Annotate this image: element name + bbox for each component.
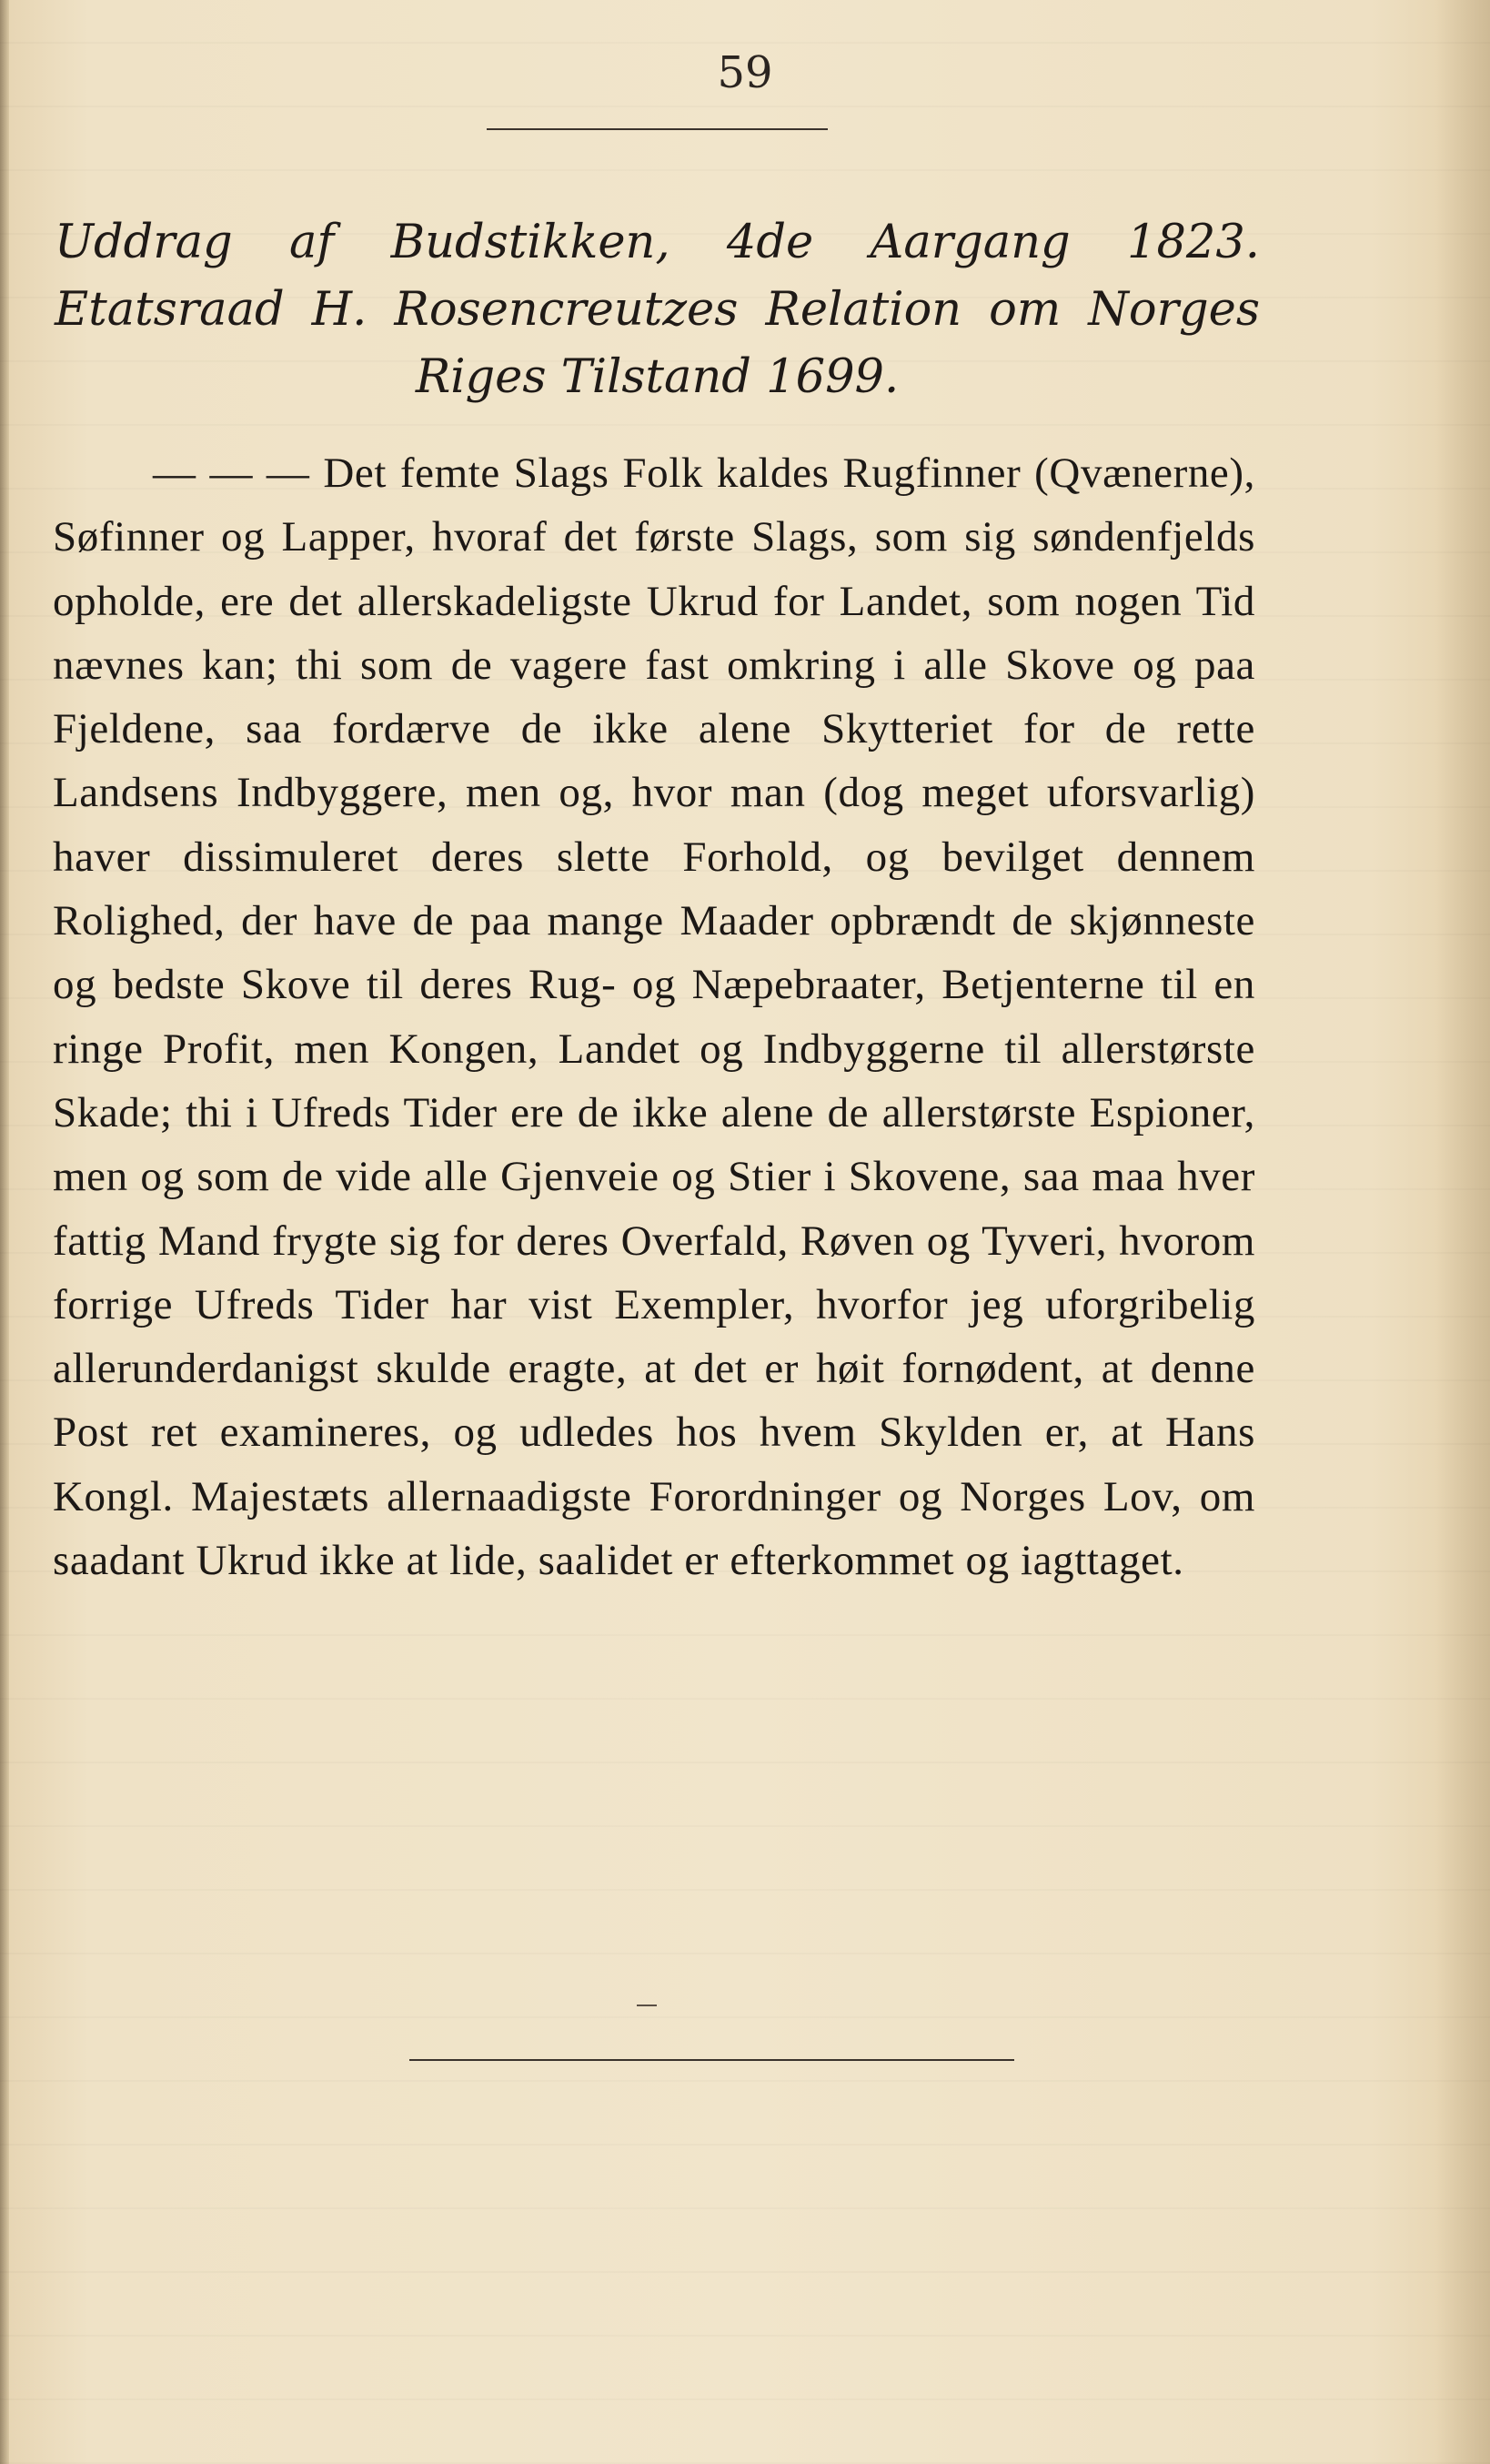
body-text — [53, 441, 1255, 1592]
footer-rule — [409, 2059, 1014, 2061]
page-outer-edge — [1435, 0, 1490, 2464]
body-paragraph: — — — Det femte Slags Folk kaldes Rugfinner (Qvænerne), Søfinner og Lapper, hvoraf det første Slags, som sig søndenfjelds opholde, ere det allerskadeligste Ukrud for Landet, som nogen Tid nævnes kan; thi som de vagere fast omkring i alle Skove og paa Fjeldene, saa fordærve de ikke alene Skytteriet for de rette Landsens Indbyggere, men og, hvor man (dog meget uforsvarlig) haver dissimuleret deres slette Forhold, og bevilget dennem Rolighed, der have de paa mange Maader opbrændt de skjønneste og bedste Skove til deres Rug- og Næpebraater, Betjenterne til en ringe Profit, men Kongen, Landet og Indbyggerne til allerstørste Skade; thi i Ufreds Tider ere de ikke alene de allerstørste Espioner, men og som de vide alle Gjenveie og Stier i Skovene, saa maa hver fattig Mand frygte sig for deres Overfald, Røven og Tyveri, hvorom forrige Ufreds Tider har vist Exempler, hvorfor jeg uforgribelig allerunderdanigst skulde eragte, at det er høit fornødent, at denne Post ret examineres, og udledes hos hvem Skylden er, at Hans Kongl. Majestæts allernaadigste Forordninger og Norges Lov, om saadant Ukrud ikke at lide, saalidet er efterkommet og iagttaget. — [53, 449, 1255, 1585]
page-number: 59 — [717, 47, 773, 98]
section-heading: Uddrag af Budstikken, 4de Aargang 1823. Etatsraad H. Rosencreutzes Relation om Norges Riges Tilstand 1699. — [55, 216, 1260, 404]
header-rule — [487, 128, 828, 130]
end-mark-dash — [637, 2005, 657, 2006]
page-gutter-edge — [0, 0, 9, 2464]
